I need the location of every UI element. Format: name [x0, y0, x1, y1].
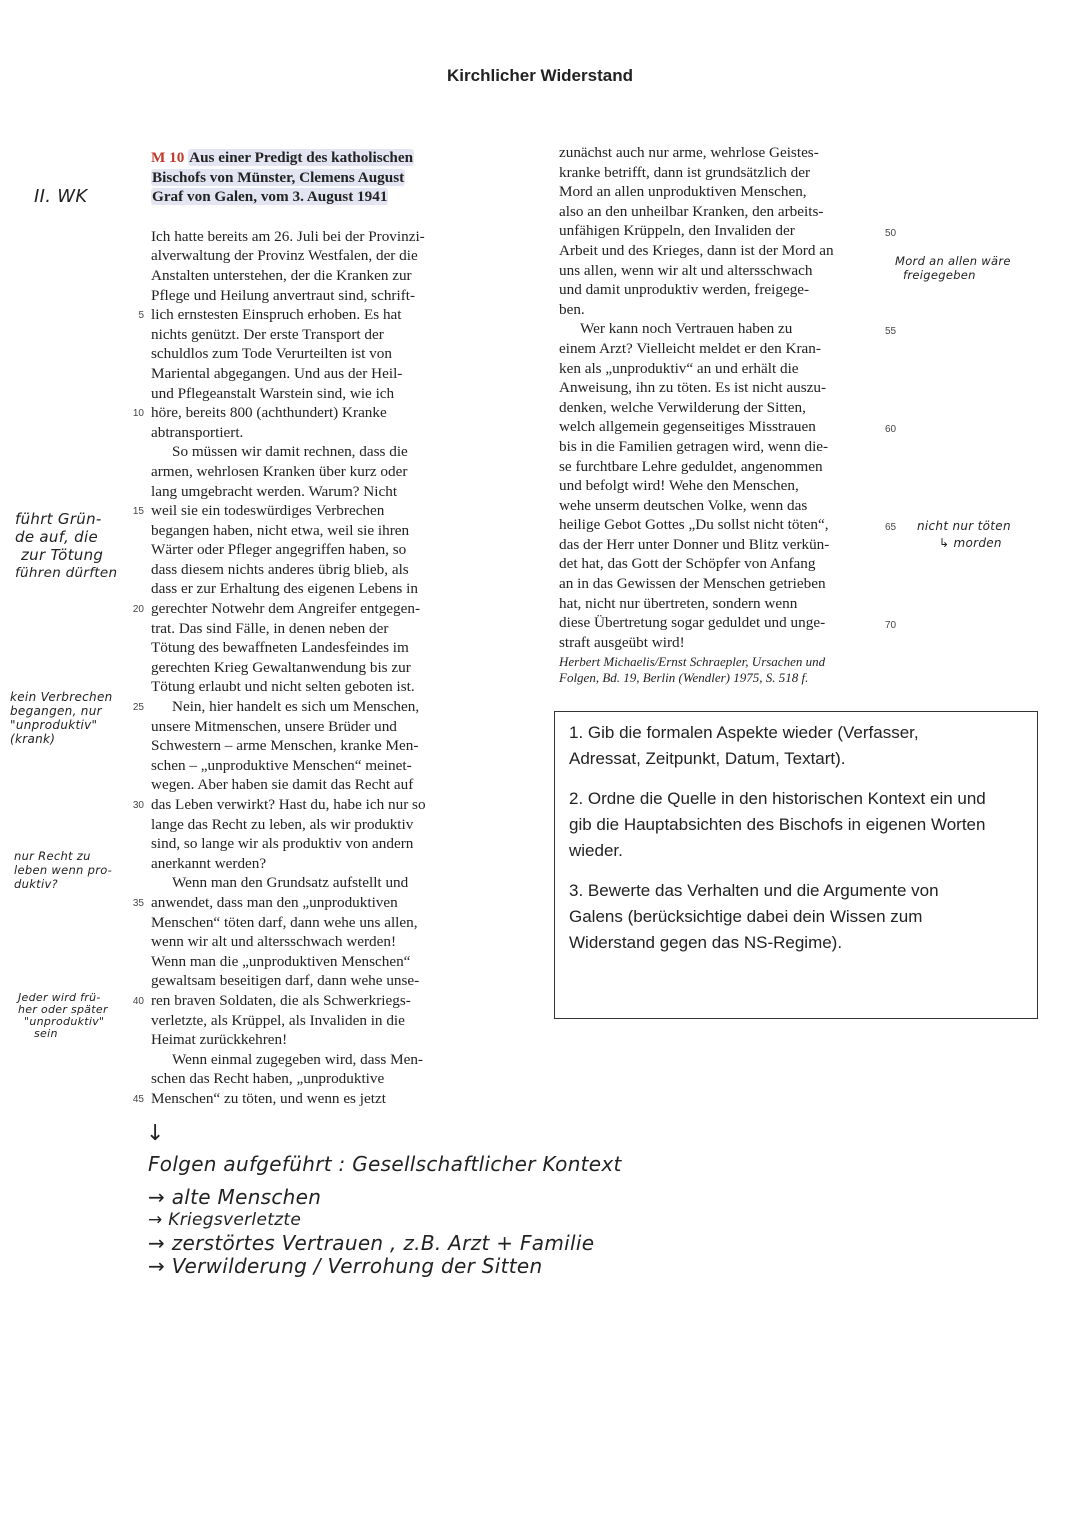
source-text-right-column: [559, 143, 897, 686]
page-title: Kirchlicher Widerstand: [447, 66, 633, 85]
source-text-left-column: [132, 148, 481, 1109]
annotation-right-line: nur Recht zu: [14, 849, 91, 863]
line-number: 40: [132, 995, 144, 1007]
text-line-content: diese Übertretung sogar geduldet und unge-: [559, 614, 826, 632]
text-line-content: welch allgemein gegenseitiges Misstrauen: [559, 418, 816, 436]
text-line: [559, 300, 887, 320]
annotation-reasons-line: de auf, die: [15, 528, 98, 546]
text-line-content: det hat, das Gott der Schöpfer von Anfang: [559, 555, 816, 573]
text-line-content: straft ausgeübt wird!: [559, 633, 685, 651]
text-line-content: dass diesem nichts anderes übrig blieb, als: [151, 560, 409, 578]
text-line-content: verletzte, als Krüppel, als Invaliden in die: [151, 1011, 405, 1029]
citation-line-1: Herbert Michaelis/Ernst Schraepler, Ursachen und: [559, 654, 826, 670]
text-line-content: und damit unproduktiv werden, freigege-: [559, 281, 810, 299]
heading-line-3: Graf von Galen, vom 3. August 1941: [152, 188, 388, 206]
text-line-content: wehe unserm deutschen Volke, wenn das: [559, 496, 808, 514]
text-line: [559, 457, 887, 477]
text-line: [132, 1089, 481, 1109]
text-line-content: uns allen, wenn wir alt und altersschwach: [559, 261, 813, 279]
text-line: [559, 594, 887, 614]
citation-line-2: Folgen, Bd. 19, Berlin (Wendler) 1975, S. 518 f.: [559, 670, 809, 686]
text-line-content: sind, so lange wir als produktiv von andern: [151, 835, 414, 853]
annotation-everyone-line: her oder später: [18, 1003, 108, 1016]
annotation-kill: [917, 518, 1011, 552]
text-line-content: und Pflegeanstalt Warstein sind, wie ich: [151, 384, 395, 402]
line-number: 30: [132, 800, 144, 811]
text-line-content: trat. Das sind Fälle, in denen neben der: [151, 619, 389, 637]
text-line-content: kranke betrifft, dann ist grundsätzlich der: [559, 163, 811, 181]
task-box: [554, 711, 1038, 1019]
text-line: [559, 535, 887, 555]
line-number: 5: [138, 310, 144, 322]
text-line: [151, 1069, 481, 1089]
annotation-crime-line: begangen, nur: [10, 704, 102, 718]
text-line: [559, 515, 897, 535]
source-text-right-body: [559, 143, 897, 652]
text-line: [151, 658, 481, 678]
text-line-content: unfähigen Krüppeln, den Invaliden der: [559, 222, 795, 240]
annotation-consequences-title: Folgen aufgeführt : Gesellschaftlicher Kontext: [148, 1152, 622, 1176]
text-line: [559, 261, 887, 281]
text-line-content: So müssen wir damit rechnen, dass die: [172, 443, 408, 461]
annotation-consequence-item: → zerstörtes Vertrauen , z.B. Arzt + Familie: [148, 1231, 595, 1255]
text-line: [151, 1050, 481, 1070]
text-line: [151, 442, 481, 462]
text-line: [151, 462, 481, 482]
text-line-content: nichts genützt. Der erste Transport der: [151, 325, 384, 343]
text-line: [559, 280, 887, 300]
text-line-content: schen das Recht haben, „unproduktive: [151, 1070, 385, 1088]
annotation-consequence-item: → Verwilderung / Verrohung der Sitten: [148, 1254, 543, 1278]
text-line: [132, 697, 481, 717]
arrow-down-icon: ↓: [146, 1121, 165, 1146]
annotation-everyone: [18, 992, 108, 1040]
text-line: [151, 717, 481, 737]
source-heading: [151, 148, 481, 207]
text-line: [559, 221, 897, 241]
task-2-line-1: 2. Ordne die Quelle in den historischen Kontext ein und: [569, 789, 986, 808]
task-2: [569, 786, 1023, 864]
text-line-content: höre, bereits 800 (achthundert) Kranke: [151, 404, 387, 422]
annotation-murder-line: Mord an allen wäre: [895, 254, 1011, 268]
task-2-line-2: gib die Hauptabsichten des Bischofs in eigenen Worten: [569, 815, 986, 834]
annotation-murder-line: freigegeben: [903, 268, 976, 282]
text-line: [559, 574, 887, 594]
task-3-line-3: Widerstand gegen das NS-Regime).: [569, 933, 843, 952]
text-line-content: wenn wir alt und altersschwach werden!: [151, 933, 397, 951]
annotation-crime-line: "unproduktiv": [10, 718, 98, 732]
text-line: [151, 364, 481, 384]
text-line: [151, 344, 481, 364]
text-line: [151, 854, 481, 874]
text-line: [151, 482, 481, 502]
text-line-content: Menschen“ zu töten, und wenn es jetzt: [151, 1089, 386, 1107]
text-line: [151, 775, 481, 795]
annotation-ww2: II. WK: [34, 186, 88, 207]
text-line: [132, 403, 481, 423]
text-line: [559, 378, 887, 398]
annotation-consequences-list: [148, 1186, 594, 1278]
text-line: [151, 266, 481, 286]
text-line-content: Wer kann noch Vertrauen haben zu: [580, 320, 793, 338]
text-line: [559, 633, 887, 653]
task-1: [569, 720, 1023, 772]
text-line: [559, 476, 887, 496]
text-line: [151, 227, 481, 247]
line-number: 35: [132, 897, 144, 909]
text-line-content: Anweisung, ihn zu töten. Es ist nicht auszu-: [559, 379, 827, 397]
text-line: [151, 815, 481, 835]
text-line: [151, 873, 481, 893]
text-line-content: Wenn einmal zugegeben wird, dass Men-: [172, 1050, 423, 1068]
text-line-content: wegen. Aber haben sie damit das Recht auf: [151, 776, 414, 794]
text-line-content: dass er zur Erhaltung des eigenen Lebens in: [151, 580, 418, 598]
text-line-content: begangen haben, nicht etwa, weil sie ihren: [151, 521, 410, 539]
text-line-content: gerechter Notwehr dem Angreifer entgegen-: [151, 600, 421, 618]
line-number: 10: [132, 408, 144, 420]
line-number: 60: [885, 424, 897, 436]
heading-line-1: Aus einer Predigt des katholischen: [189, 149, 414, 166]
text-line: [151, 677, 481, 697]
text-line: [559, 163, 887, 183]
text-line: [151, 521, 481, 541]
text-line: [151, 756, 481, 776]
text-line: [151, 384, 481, 404]
annotation-reasons-line: zur Tötung: [21, 546, 104, 564]
text-line-content: hat, nicht nur übertreten, sondern wenn: [559, 594, 798, 612]
text-line: [132, 599, 481, 619]
heading-line-2: Bischofs von Münster, Clemens August: [152, 168, 405, 186]
text-line-content: schen – „unproduktive Menschen“ meinet-: [151, 756, 412, 774]
text-line: [151, 325, 481, 345]
text-line-content: se furchtbare Lehre geduldet, angenommen: [559, 457, 823, 475]
annotation-crime-line: (krank): [10, 732, 56, 746]
text-line-content: anerkannt werden?: [151, 854, 267, 872]
text-line: [132, 893, 481, 913]
text-line-content: Schwestern – arme Menschen, kranke Men-: [151, 737, 419, 755]
text-line-content: zunächst auch nur arme, wehrlose Geistes-: [559, 144, 819, 161]
text-line: [151, 286, 481, 306]
text-line-content: an in das Gewissen der Menschen getrieben: [559, 575, 826, 593]
task-3-line-2: Galens (berücksichtige dabei dein Wissen zum: [569, 907, 923, 926]
annotation-right-line: duktiv?: [14, 877, 58, 891]
line-number: 70: [885, 620, 897, 632]
task-3-line-1: 3. Bewerte das Verhalten und die Argumente von: [569, 881, 939, 900]
text-line-content: ken als „unproduktiv“ an und erhält die: [559, 359, 799, 377]
annotation-crime-line: kein Verbrechen: [10, 690, 113, 704]
line-number: 65: [885, 522, 897, 534]
text-line-content: das der Herr unter Donner und Blitz verkün-: [559, 535, 830, 553]
text-line: [138, 305, 481, 325]
text-line: [132, 795, 481, 815]
text-line-content: Arbeit und des Krieges, dann ist der Mord an: [559, 241, 834, 259]
text-line: [132, 501, 481, 521]
annotation-reasons-line: führt Grün-: [15, 510, 102, 528]
text-line-content: denken, welche Verwilderung der Sitten,: [559, 398, 806, 416]
text-line: [559, 398, 887, 418]
text-line-content: Mariental abgegangen. Und aus der Heil-: [151, 364, 403, 382]
annotation-murder: [895, 254, 1011, 282]
text-line-content: bis in die Familien getragen wird, wenn die-: [559, 437, 829, 455]
text-line: [151, 736, 481, 756]
task-1-line-1: 1. Gib die formalen Aspekte wieder (Verfasser,: [569, 723, 919, 742]
text-line-content: Nein, hier handelt es sich um Menschen,: [172, 698, 420, 716]
text-line-content: Ich hatte bereits am 26. Juli bei der Provinzi-: [151, 227, 425, 245]
text-line-content: Tötung des bewaffneten Landesfeindes im: [151, 639, 409, 657]
text-line: [559, 359, 887, 379]
text-line: [559, 496, 887, 516]
source-text-left-body: [132, 227, 481, 1109]
text-line: [151, 932, 481, 952]
annotation-reasons: [15, 510, 117, 582]
text-line: [559, 202, 887, 222]
line-number: 55: [885, 326, 897, 338]
text-line-content: alverwaltung der Provinz Westfalen, der die: [151, 247, 418, 265]
source-citation: [559, 654, 887, 686]
text-line-content: abtransportiert.: [151, 423, 244, 441]
text-line-content: also an den unheilbar Kranken, den arbeits-: [559, 202, 824, 220]
text-line-content: Wenn man den Grundsatz aufstellt und: [172, 874, 409, 892]
task-3: [569, 878, 1023, 956]
annotation-reasons-line: führen dürften: [15, 565, 118, 581]
text-line-content: Wärter oder Pfleger angegriffen haben, so: [151, 541, 407, 559]
text-line: [151, 834, 481, 854]
text-line-content: ben.: [559, 300, 585, 318]
line-number: 45: [132, 1093, 144, 1105]
text-line: [151, 423, 481, 443]
text-line-content: ren braven Soldaten, die als Schwerkriegs-: [151, 991, 411, 1009]
text-line-content: anwendet, dass man den „unproduktiven: [151, 893, 398, 911]
text-line: [559, 241, 887, 261]
text-line: [151, 971, 481, 991]
text-line: [559, 143, 887, 163]
text-line: [151, 1030, 481, 1050]
text-line-content: schuldlos zum Tode Verurteilten ist von: [151, 345, 392, 363]
text-line-content: lange das Recht zu leben, als wir produktiv: [151, 815, 414, 833]
text-line-content: Pflege und Heilung anvertraut sind, schrift-: [151, 286, 416, 304]
line-number: 20: [132, 604, 144, 616]
text-line-content: Anstalten unterstehen, der die Kranken zur: [151, 266, 412, 284]
text-line-content: weil sie ein todeswürdiges Verbrechen: [151, 502, 385, 520]
text-line-content: einem Arzt? Vielleicht meldet er den Kran-: [559, 339, 821, 357]
text-line-content: unsere Mitmenschen, unsere Brüder und: [151, 717, 397, 735]
text-line: [151, 246, 481, 266]
annotation-kill-line: nicht nur töten: [917, 519, 1011, 533]
text-line-content: und befolgt wird! Wehe den Menschen,: [559, 477, 799, 495]
text-line: [559, 339, 887, 359]
text-line-content: das Leben verwirkt? Hast du, habe ich nur so: [151, 796, 426, 813]
text-line: [559, 437, 887, 457]
line-number: 50: [885, 228, 897, 240]
text-line: [559, 182, 887, 202]
text-line-content: heilige Gebot Gottes „Du sollst nicht töten“,: [559, 516, 829, 534]
line-number: 25: [132, 702, 144, 714]
text-line: [151, 560, 481, 580]
text-line: [151, 913, 481, 933]
text-line-content: gerechten Krieg Gewaltanwendung bis zur: [151, 658, 411, 676]
text-line: [151, 619, 481, 639]
text-line-content: Wenn man die „unproduktiven Menschen“: [151, 952, 411, 970]
annotation-kill-line: ↳ morden: [939, 536, 1002, 550]
text-line: [151, 638, 481, 658]
text-line: [559, 417, 897, 437]
task-1-line-2: Adressat, Zeitpunkt, Datum, Textart).: [569, 749, 846, 768]
annotation-crime: [10, 690, 113, 746]
text-line-content: gewaltsam beseitigen darf, dann wehe unse-: [151, 972, 420, 990]
annotation-everyone-line: Jeder wird frü-: [18, 991, 101, 1004]
task-2-line-3: wieder.: [569, 841, 623, 860]
material-number: M 10: [151, 149, 185, 166]
text-line: [151, 1011, 481, 1031]
text-line-content: Heimat zurückkehren!: [151, 1031, 288, 1049]
text-line: [151, 540, 481, 560]
annotation-everyone-line: "unproduktiv": [24, 1015, 105, 1028]
text-line-content: lang umgebracht werden. Warum? Nicht: [151, 482, 398, 500]
text-line: [559, 613, 897, 633]
text-line: [559, 319, 897, 339]
line-number: 15: [132, 506, 144, 518]
text-line-content: Mord an allen unproduktiven Menschen,: [559, 183, 807, 201]
text-line-content: armen, wehrlosen Kranken über kurz oder: [151, 462, 408, 480]
annotation-right-to-live: [14, 849, 112, 891]
text-line: [151, 952, 481, 972]
text-line: [151, 579, 481, 599]
text-line-content: Tötung erlaubt und nicht selten geboten ist.: [151, 678, 415, 696]
text-line-content: Menschen“ töten darf, dann wehe uns allen,: [151, 913, 418, 931]
text-line: [559, 554, 887, 574]
annotation-everyone-line: sein: [34, 1027, 58, 1040]
annotation-consequence-item: → Kriegsverletzte: [148, 1210, 302, 1230]
text-line: [132, 991, 481, 1011]
text-line-content: lich ernstesten Einspruch erhoben. Es hat: [151, 306, 402, 324]
annotation-right-line: leben wenn pro-: [14, 863, 113, 877]
annotation-consequence-item: → alte Menschen: [148, 1185, 322, 1209]
